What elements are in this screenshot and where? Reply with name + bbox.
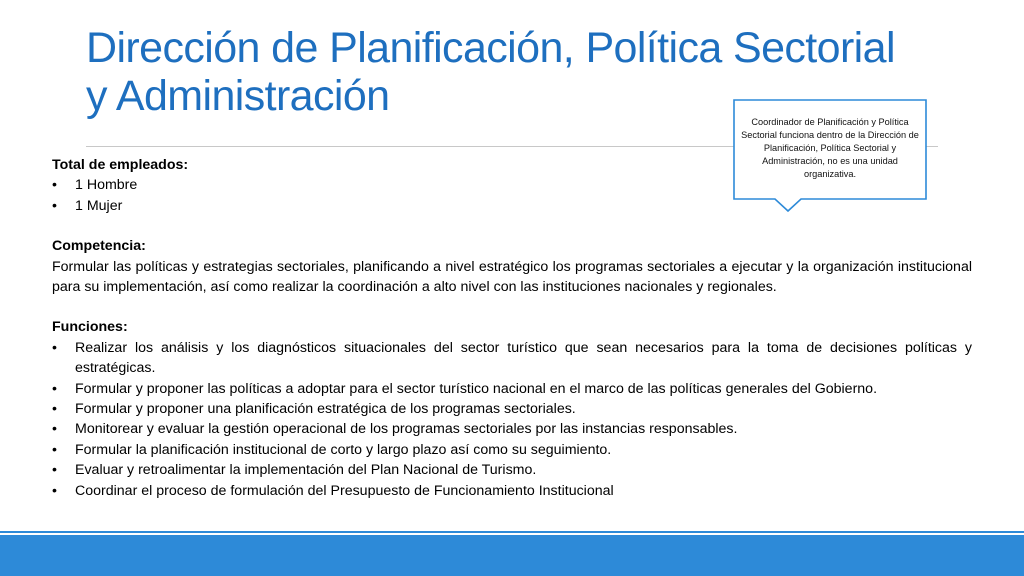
- slide-title-line-2: y Administración: [86, 72, 390, 120]
- list-item: • Formular y proponer una planificación estratégica de los programas sectoriales.: [52, 399, 972, 419]
- list-item: • Realizar los análisis y los diagnósticos situacionales del sector turístico que sean necesarios para la toma de decisiones políticas y estratégicas.: [52, 338, 972, 379]
- list-item: • 1 Mujer: [52, 196, 972, 216]
- list-item: • Coordinar el proceso de formulación del Presupuesto de Funcionamiento Institucional: [52, 481, 972, 501]
- competencia-heading: Competencia:: [52, 238, 146, 255]
- employees-heading: Total de empleados:: [52, 157, 189, 173]
- slide-title-line-1: Dirección de Planificación, Política Sectorial: [86, 24, 895, 72]
- competencia-text: Formular las políticas y estrategias sectoriales, planificando a nivel estratégico los programas sectoriales a ejecutar y la organización institucional para su implementación, así como realizar la coordinación a alto nivel con las instituciones nacionales y regionales.: [52, 258, 972, 296]
- slide-body: [52, 155, 972, 501]
- footer-accent-line: [0, 531, 1024, 533]
- list-item: • Formular y proponer las políticas a adoptar para el sector turístico nacional en el marco de las políticas generales del Gobierno.: [52, 379, 972, 399]
- list-item: • 1 Hombre: [52, 175, 972, 195]
- spacer: [52, 216, 972, 236]
- list-item: • Evaluar y retroalimentar la implementación del Plan Nacional de Turismo.: [52, 460, 972, 480]
- footer-band: [0, 535, 1024, 576]
- spacer: [52, 297, 972, 317]
- employees-list: [52, 175, 972, 216]
- callout-text: Coordinador de Planificación y Política Sectorial funciona dentro de la Dirección de Planificación, Política Sectorial y Administración, no es una unidad organizativa.: [741, 117, 919, 179]
- list-item: • Formular la planificación institucional de corto y largo plazo así como su seguimiento.: [52, 440, 972, 460]
- funciones-heading: Funciones:: [52, 319, 128, 336]
- list-item: • Monitorear y evaluar la gestión operacional de los programas sectoriales por las instancias responsables.: [52, 419, 972, 439]
- funciones-list: [52, 338, 972, 501]
